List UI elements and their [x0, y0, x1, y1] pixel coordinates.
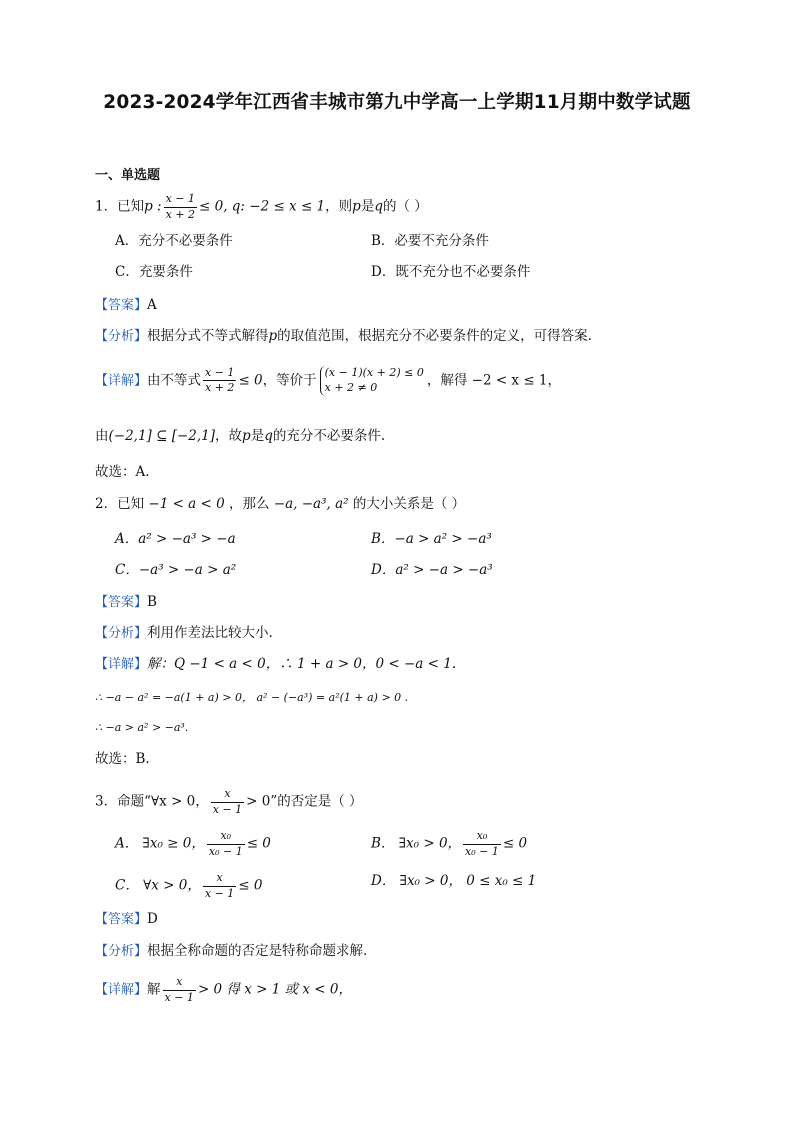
- q1-analysis-p: p: [268, 328, 278, 344]
- q1-line2-q: q: [264, 428, 273, 444]
- q3-stem-den: x − 1: [212, 802, 243, 816]
- q1-line2-post: 的充分不必要条件.: [272, 428, 386, 444]
- q3-answer-tag: 【答案】: [95, 912, 148, 927]
- q3-stem-post: > 0”的否定是（ ）: [246, 793, 363, 810]
- q3-analysis-tag: 【分析】: [95, 944, 148, 959]
- q3-optC-post: ≤ 0: [238, 877, 263, 894]
- q3-option-b: [371, 830, 527, 858]
- q2-analysis-tag: 【分析】: [95, 626, 148, 641]
- q1-line2-pre: 由: [95, 428, 109, 444]
- q1-system-line-2: x + 2 ≠ 0: [324, 380, 378, 394]
- q1-is: 是: [360, 198, 375, 215]
- q1-answer-value: A: [147, 297, 157, 313]
- q3-stem-pre: 3．命题“∀x > 0，: [95, 793, 209, 810]
- q3-option-c: [115, 872, 263, 900]
- q3-detail-post: > 0 得 x > 1 或 x < 0，: [197, 981, 352, 998]
- q2-option-d: D．a² > −a > −a³: [371, 562, 493, 578]
- q3-detail-den: x − 1: [164, 990, 194, 1004]
- q2-analysis: [95, 627, 273, 641]
- q3-detail-pre: 解: [147, 981, 161, 998]
- q2-detail-tag: 【详解】: [95, 657, 148, 672]
- q3-optA-pre: A． ∃x₀ ≥ 0，: [115, 835, 205, 852]
- q3-optC-pre: C． ∀x > 0，: [115, 877, 201, 894]
- q3-optB-den: x₀ − 1: [465, 844, 499, 858]
- q1-detail-den: x + 2: [205, 381, 235, 395]
- q3-analysis: [95, 945, 367, 959]
- q3-analysis-text: 根据全称命题的否定是特称命题求解.: [147, 943, 368, 959]
- q1-stem-prefix: 1．已知: [95, 198, 145, 215]
- q3-stem-num: x: [211, 788, 244, 803]
- q1-stem-end: 的（ ）: [382, 198, 428, 215]
- q3-detail: [95, 976, 352, 1004]
- page-title: 2023-2024学年江西省丰城市第九中学高一上学期11月期中数学试题: [103, 92, 691, 113]
- q2-option-b: B．−a > a² > −a³: [371, 531, 492, 547]
- q1-option-c: C．充要条件: [115, 264, 193, 280]
- q2-answer-value: B: [147, 594, 157, 610]
- q2-answer: [95, 596, 157, 610]
- q2-stem-pre: 2．已知: [95, 496, 145, 512]
- q3-optA-fraction: [207, 830, 245, 858]
- q1-line2-mid: ，故: [215, 428, 243, 444]
- q3-optC-den: x − 1: [204, 886, 235, 900]
- q1-detail-equiv: ，等价于: [262, 372, 317, 389]
- q3-stem-fraction: [211, 788, 244, 816]
- q1-detail-fraction: [203, 367, 236, 395]
- q1-option-a: A．充分不必要条件: [115, 233, 233, 249]
- q2-choose: 故选：B.: [95, 751, 150, 767]
- q1-frac-num: x − 1: [164, 193, 197, 208]
- q1-q: q: [374, 198, 383, 215]
- q2-detail-line-2: ∴ −a − a² = −a(1 + a) > 0， a² − (−a³) = a²(1 + a) > 0 .: [95, 691, 409, 704]
- q2-option-a: A．a² > −a³ > −a: [115, 531, 236, 547]
- q3-optC-fraction: [203, 872, 236, 900]
- q2-detail-line-3: ∴ −a > a² > −a³.: [95, 721, 189, 734]
- q2-detail-line-1: 解：Q −1 < a < 0，∴ 1 + a > 0，0 < −a < 1.: [147, 656, 457, 672]
- q3-optB-fraction: [463, 830, 501, 858]
- q2-option-c: C．−a³ > −a > a²: [115, 562, 237, 578]
- q2-stem-post: 的大小关系是（ ）: [352, 496, 466, 512]
- q3-option-d: D． ∃x₀ > 0， 0 ≤ x₀ ≤ 1: [371, 873, 537, 889]
- q1-detail-num: x − 1: [203, 367, 236, 382]
- q3-optC-num: x: [203, 872, 236, 887]
- q2-stem-condition: −1 < a < 0: [144, 496, 230, 512]
- q1-system-brace: [320, 366, 424, 396]
- q1-line2-p: p: [242, 428, 251, 444]
- q1-answer: [95, 299, 157, 313]
- question-1-stem: [95, 193, 428, 221]
- q1-p: p: [352, 198, 361, 215]
- q2-analysis-text: 利用作差法比较大小.: [147, 625, 273, 641]
- q3-optA-post: ≤ 0: [246, 835, 271, 852]
- q2-detail: [95, 658, 456, 672]
- q1-stem-then: ，则: [325, 198, 353, 215]
- q1-frac-den: x + 2: [165, 207, 195, 221]
- q1-detail-le: ≤ 0: [238, 372, 263, 389]
- q1-detail-pre: 由不等式: [147, 372, 202, 389]
- q3-detail-fraction: [163, 976, 196, 1004]
- q1-fraction: [164, 193, 197, 221]
- q3-answer-value: D: [147, 911, 158, 927]
- q3-detail-num: x: [163, 976, 196, 991]
- section-heading: 一、单选题: [95, 168, 161, 183]
- q1-analysis-tag: 【分析】: [95, 329, 148, 344]
- q1-line2-is: 是: [250, 428, 265, 444]
- q2-stem-exprs: −a, −a³, a²: [269, 496, 353, 512]
- q1-detail: [95, 366, 561, 396]
- q1-choose: 故选：A.: [95, 464, 150, 480]
- q1-p-label: p :: [144, 198, 162, 215]
- q1-system-line-1: (x − 1)(x + 2) ≤ 0: [324, 366, 424, 379]
- question-2-stem: [95, 498, 465, 512]
- q3-option-a: [115, 830, 271, 858]
- q1-option-d: D．既不充分也不必要条件: [371, 264, 531, 280]
- q1-detail-post: ，解得 −2 < x ≤ 1，: [426, 372, 562, 389]
- q1-detail-tag: 【详解】: [95, 373, 148, 389]
- q1-line2-sets: (−2,1] ⊆ [−2,1]: [108, 428, 216, 444]
- question-3-stem: [95, 788, 363, 816]
- q2-stem-mid: ，那么: [229, 496, 270, 512]
- q3-optB-post: ≤ 0: [502, 835, 528, 852]
- q3-optB-pre: B． ∃x₀ > 0，: [371, 835, 462, 852]
- q1-answer-tag: 【答案】: [95, 298, 148, 313]
- q3-optA-num: x₀: [207, 830, 245, 845]
- q3-answer: [95, 913, 158, 927]
- q3-optB-num: x₀: [463, 830, 501, 845]
- q2-answer-tag: 【答案】: [95, 595, 148, 610]
- q1-stem-condition: ≤ 0, q: −2 ≤ x ≤ 1: [199, 198, 326, 215]
- q1-detail-line-2: [95, 430, 385, 444]
- q3-optA-den: x₀ − 1: [208, 844, 243, 858]
- q3-detail-tag: 【详解】: [95, 982, 148, 998]
- q1-option-b: B．必要不充分条件: [371, 233, 489, 249]
- q1-analysis-post: 的取值范围，根据充分不必要条件的定义，可得答案.: [277, 328, 592, 344]
- q1-analysis: [95, 330, 592, 344]
- q1-analysis-pre: 根据分式不等式解得: [147, 328, 269, 344]
